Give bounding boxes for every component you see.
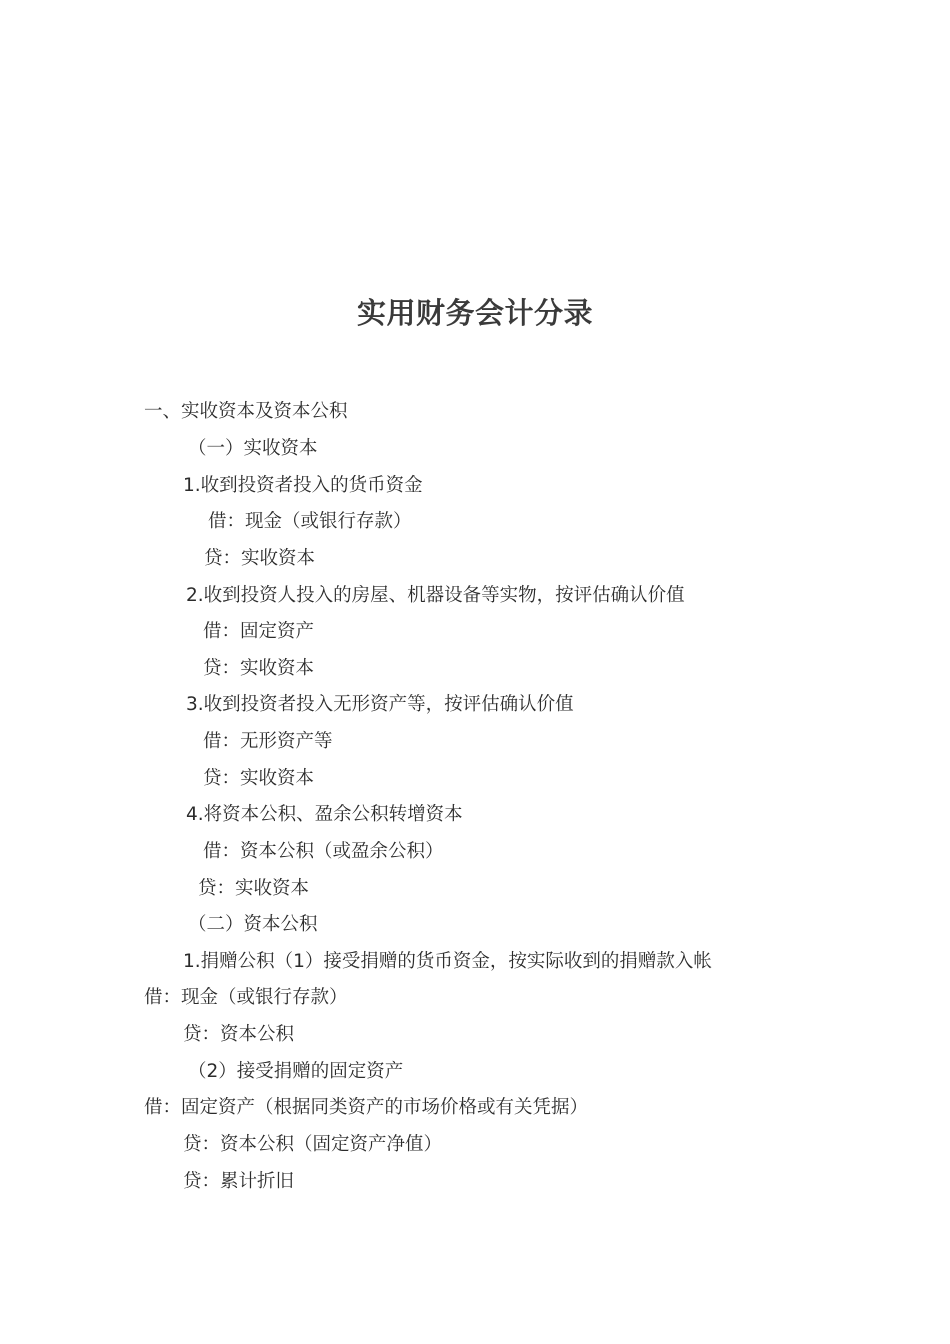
debit-entry: 借：现金（或银行存款）: [144, 987, 348, 1008]
credit-entry: 贷：实收资本: [203, 768, 315, 789]
credit-entry: 贷：累计折旧: [183, 1171, 295, 1192]
debit-entry: 借：固定资产（根据同类资产的市场价格或有关凭据）: [144, 1097, 589, 1118]
item-heading: 3.收到投资者投入无形资产等，按评估确认价值: [186, 694, 574, 715]
credit-entry: 贷：资本公积（固定资产净值）: [183, 1134, 443, 1155]
subsection-heading: （一）实收资本: [188, 438, 318, 459]
credit-entry: 贷：资本公积: [183, 1024, 295, 1045]
item-heading: 2.收到投资人投入的房屋、机器设备等实物，按评估确认价值: [186, 585, 685, 606]
debit-entry: 借：无形资产等: [203, 731, 333, 752]
page-title: 实用财务会计分录: [356, 296, 593, 330]
subsection-heading: （二）资本公积: [188, 914, 318, 935]
credit-entry: 贷：实收资本: [198, 878, 310, 899]
item-heading: （2）接受捐赠的固定资产: [188, 1061, 404, 1082]
item-heading: 1.捐赠公积（1）接受捐赠的货币资金，按实际收到的捐赠款入帐: [183, 951, 712, 972]
debit-entry: 借：现金（或银行存款）: [208, 511, 412, 532]
item-heading: 1.收到投资者投入的货币资金: [183, 475, 423, 496]
debit-entry: 借：资本公积（或盈余公积）: [203, 841, 444, 862]
item-heading: 4.将资本公积、盈余公积转增资本: [186, 804, 463, 825]
credit-entry: 贷：实收资本: [204, 548, 316, 569]
section-heading: 一、实收资本及资本公积: [144, 401, 348, 422]
credit-entry: 贷：实收资本: [203, 658, 315, 679]
debit-entry: 借：固定资产: [203, 621, 315, 642]
